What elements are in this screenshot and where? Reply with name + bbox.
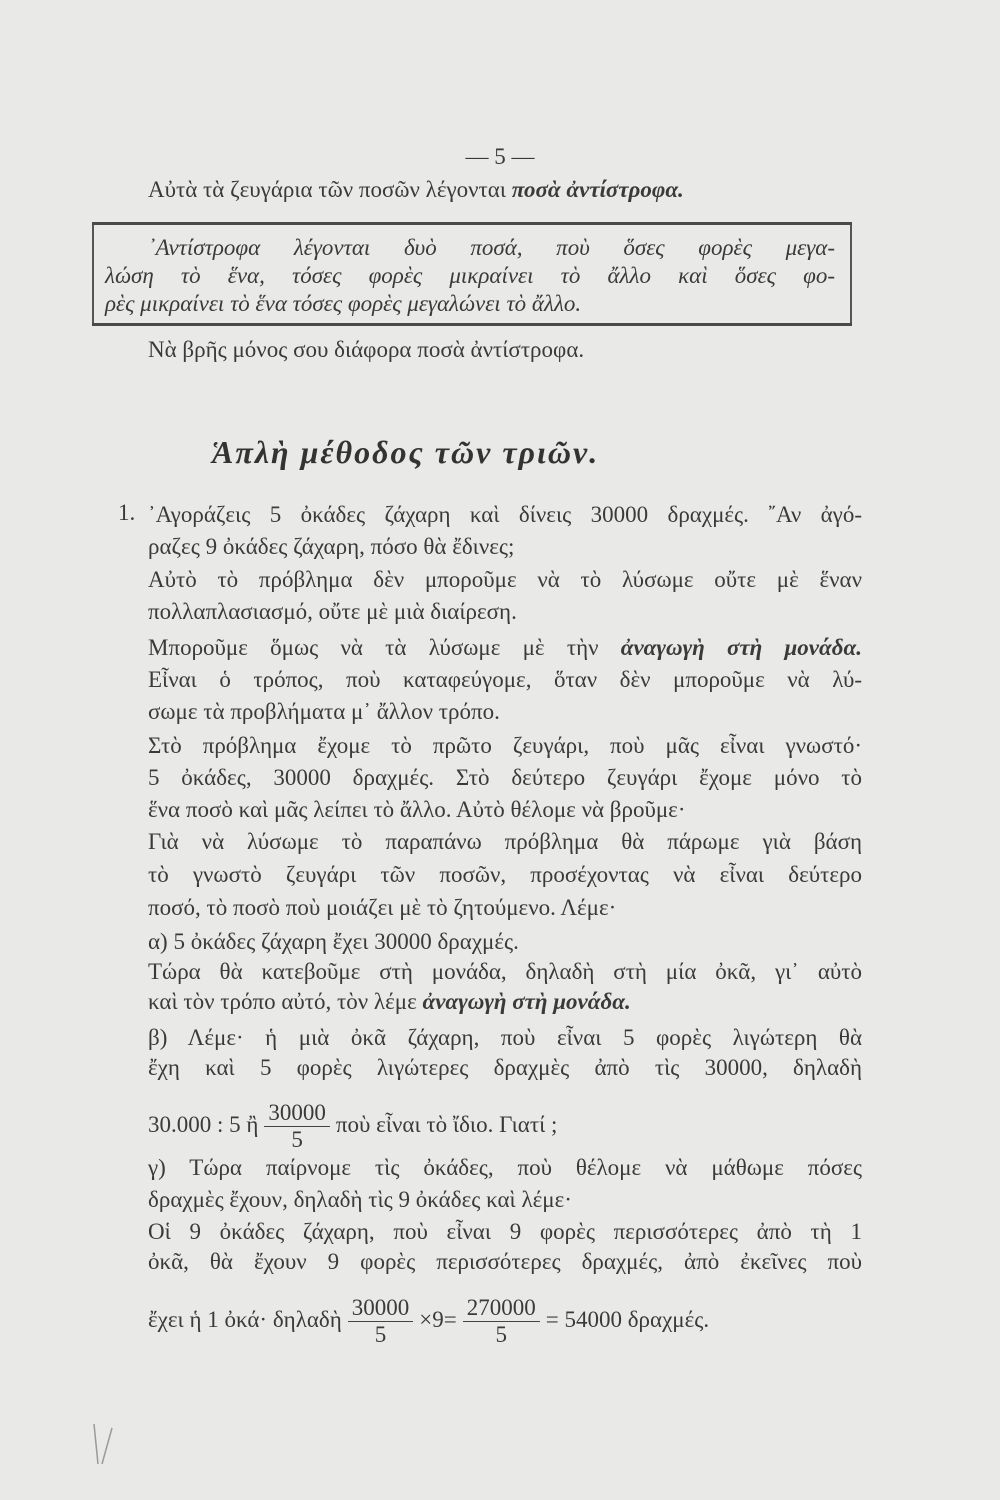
fraction: [348, 1295, 414, 1348]
text-segment: Τώρα θὰ κατεβοῦμε στὴ μονάδα, δηλαδὴ στὴ μία ὀκᾶ, γι᾿ αὐτὸ: [148, 959, 862, 984]
text-line: [148, 1247, 862, 1277]
text-line: [148, 565, 862, 595]
fraction: [264, 1100, 330, 1153]
text-line: [148, 1153, 862, 1183]
text-segment: α) 5 ὀκάδες ζάχαρη ἔχει 30000 δραχμές.: [148, 929, 519, 954]
fraction: [463, 1295, 540, 1348]
text-line: [148, 1185, 572, 1215]
text-segment: = 54000 δραχμές.: [545, 1306, 710, 1332]
text-line: [148, 763, 862, 793]
text-line: [148, 731, 862, 761]
text-segment: β) Λέμε· ἡ μιὰ ὀκᾶ ζάχαρη, ποὺ εἶναι 5 φορὲς λιγώτερη θὰ: [148, 1025, 862, 1050]
fraction-numerator: 30000: [348, 1295, 414, 1322]
text-line: [148, 532, 514, 562]
text-segment: τὸ γνωστὸ ζευγάρι τῶν ποσῶν, προσέχοντας νὰ εἶναι δεύτερο: [148, 862, 862, 887]
text-line: [148, 697, 500, 727]
text-segment: ραζες 9 ὀκάδες ζάχαρη, πόσο θὰ ἔδινες;: [148, 534, 515, 559]
emphasized-text: λώση τὸ ἕνα, τόσες φορὲς μικραίνει τὸ ἄλλο καὶ ὅσες φο-: [105, 263, 835, 288]
text-segment: 30.000 : 5 ἢ: [148, 1111, 259, 1137]
text-segment: γ) Τώρα παίρνομε τὶς ὀκάδες, ποὺ θέλομε νὰ μάθωμε πόσες: [148, 1155, 862, 1180]
text-line: [148, 795, 686, 825]
text-segment: ποὺ εἶναι τὸ ἴδιο. Γιατί ;: [335, 1111, 558, 1137]
text-line: [148, 633, 862, 663]
emphasized-text: ἀναγωγὴ στὴ μονάδα.: [620, 635, 862, 660]
text-segment: Μποροῦμε ὅμως νὰ τὰ λύσωμε μὲ τὴν: [148, 635, 621, 660]
page-number: — 5 —: [465, 144, 535, 169]
emphasized-text: ᾿Αντίστροφα λέγονται δυὸ ποσά, ποὺ ὅσες φορὲς μεγα-: [148, 235, 835, 260]
text-line: [148, 893, 616, 923]
text-line: [148, 957, 862, 987]
text-line: [148, 665, 862, 695]
text-segment: ᾿Αγοράζεις 5 ὀκάδες ζάχαρη καὶ δίνεις 30000 δραχμές. ῎Αν ἀγό-: [148, 502, 862, 527]
text-segment: Γιὰ νὰ λύσωμε τὸ παραπάνω πρόβλημα θὰ πάρωμε γιὰ βάση: [148, 829, 862, 854]
text-segment: ὀκᾶ, θὰ ἔχουν 9 φορὲς περισσότερες δραχμές, ἀπὸ ἐκεῖνες ποὺ: [148, 1249, 862, 1274]
text-segment: ἔχει ἡ 1 ὀκά· δηλαδὴ: [148, 1306, 342, 1332]
fraction-numerator: 30000: [264, 1100, 330, 1127]
text-line: [148, 827, 862, 857]
text-line: [148, 1295, 709, 1348]
emphasized-text: ἀναγωγὴ στὴ μονάδα.: [422, 989, 631, 1014]
text-segment: Αὐτὸ τὸ πρόβλημα δὲν μποροῦμε νὰ τὸ λύσωμε οὔτε μὲ ἕναν: [148, 567, 862, 592]
text-line: [148, 860, 862, 890]
text-segment: Νὰ βρῆς μόνος σου διάφορα ποσὰ ἀντίστροφα.: [148, 337, 585, 362]
text-segment: Στὸ πρόβλημα ἔχομε τὸ πρῶτο ζευγάρι, ποὺ μᾶς εἶναι γνωστό·: [148, 733, 862, 758]
text-segment: Εἶναι ὁ τρόπος, ποὺ καταφεύγομε, ὅταν δὲν μποροῦμε νὰ λύ-: [148, 667, 862, 692]
text-line: [105, 289, 581, 319]
fraction-numerator: 270000: [463, 1295, 540, 1322]
text-segment: Αὐτὰ τὰ ζευγάρια τῶν ποσῶν λέγονται: [148, 177, 512, 202]
text-line: [148, 1023, 862, 1053]
text-segment: σωμε τὰ προβλήματα μ᾿ ἄλλον τρόπο.: [148, 699, 500, 724]
fraction-denominator: 5: [495, 1322, 507, 1347]
emphasized-text: ρὲς μικραίνει τὸ ἕνα τόσες φορὲς μεγαλώνει τὸ ἄλλο.: [105, 291, 582, 316]
text-segment: ×9=: [419, 1306, 457, 1332]
text-segment: ποσό, τὸ ποσὸ ποὺ μοιάζει μὲ τὸ ζητούμενο. Λέμε·: [148, 895, 617, 920]
text-line: [148, 175, 684, 205]
text-line: [148, 927, 519, 957]
section-heading: Ἁπλὴ μέθοδος τῶν τριῶν.: [212, 434, 600, 470]
text-segment: 5 ὀκάδες, 30000 δραχμές. Στὸ δεύτερο ζευγάρι ἔχομε μόνο τὸ: [148, 765, 862, 790]
text-line: [148, 500, 862, 530]
text-line: [148, 233, 835, 263]
text-line: [105, 261, 835, 291]
text-segment: ἕνα ποσὸ καὶ μᾶς λείπει τὸ ἄλλο. Αὐτὸ θέλομε νὰ βροῦμε·: [148, 797, 686, 822]
text-line: [148, 1053, 862, 1083]
text-line: [148, 597, 517, 627]
pencil-mark: [88, 1420, 118, 1470]
text-segment: Οἱ 9 ὀκάδες ζάχαρη, ποὺ εἶναι 9 φορὲς περισσότερες ἀπὸ τὴ 1: [148, 1219, 862, 1244]
emphasized-text: ποσὰ ἀντίστροφα.: [511, 177, 684, 202]
text-line: [148, 1100, 557, 1153]
problem-number: 1.: [118, 500, 136, 525]
text-line: [148, 335, 584, 365]
fraction-denominator: 5: [291, 1127, 303, 1152]
text-segment: καὶ τὸν τρόπο αὐτό, τὸν λέμε: [148, 989, 423, 1014]
text-segment: πολλαπλασιασμό, οὔτε μὲ μιὰ διαίρεση.: [148, 599, 517, 624]
text-segment: ἔχη καὶ 5 φορὲς λιγώτερες δραχμὲς ἀπὸ τὶς 30000, δηλαδὴ: [148, 1055, 862, 1080]
text-segment: δραχμὲς ἔχουν, δηλαδὴ τὶς 9 ὀκάδες καὶ λέμε·: [148, 1187, 572, 1212]
text-line: [148, 1217, 862, 1247]
fraction-denominator: 5: [374, 1322, 387, 1347]
text-line: [148, 987, 631, 1017]
